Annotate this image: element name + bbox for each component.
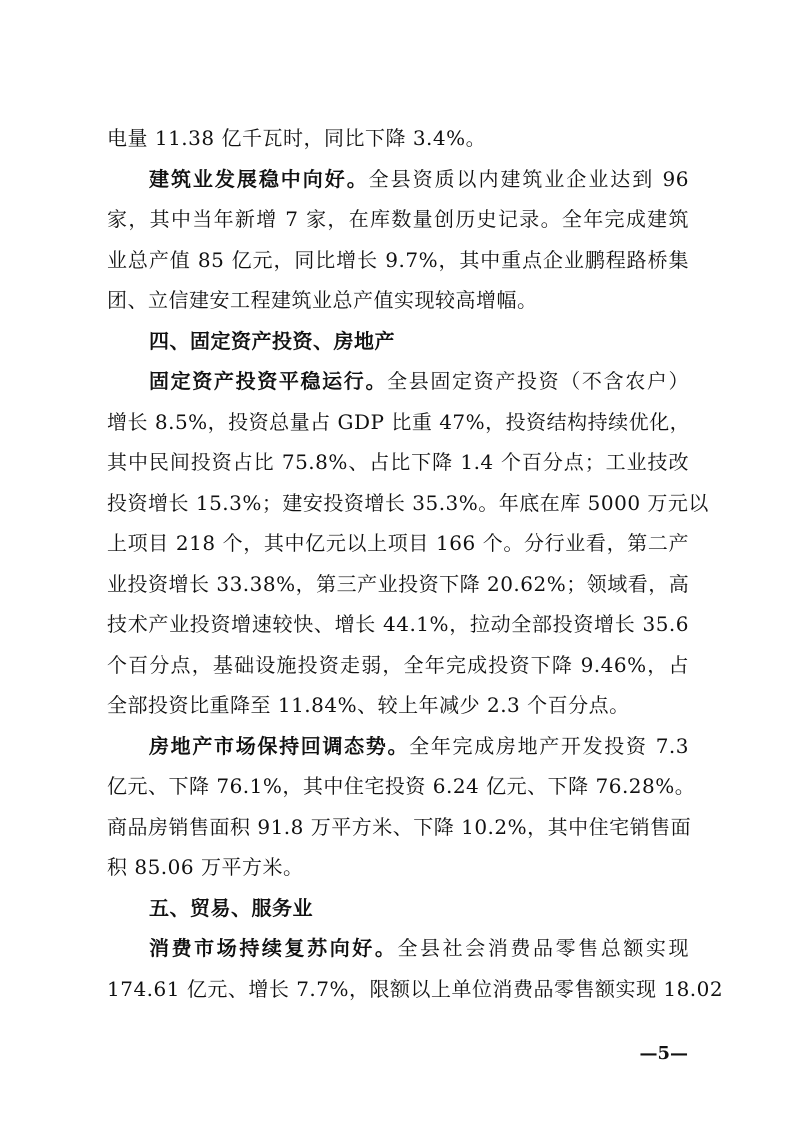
text-line: 电量 11.38 亿千瓦时，同比下降 3.4%。 — [107, 126, 487, 150]
paragraph-lead: 消费市场持续复苏向好。 — [149, 936, 398, 960]
section-heading: 五、贸易、服务业 — [149, 895, 313, 920]
page-number: —5— — [639, 1043, 688, 1064]
paragraph-start-line: 消费市场持续复苏向好。全县社会消费品零售总额实现 — [149, 936, 690, 960]
paragraph-start-line: 固定资产投资平稳运行。全县固定资产投资（不含农户） — [149, 369, 690, 393]
text-line: 积 85.06 万平方米。 — [107, 855, 304, 879]
text-line: 技术产业投资增速较快、增长 44.1%，拉动全部投资增长 35.6 — [107, 612, 689, 636]
text-line: 个百分点，基础设施投资走弱，全年完成投资下降 9.46%，占 — [107, 652, 689, 677]
text-line: 家，其中当年新增 7 家，在库数量创历史记录。全年完成建筑 — [107, 207, 689, 231]
text-line: 其中民间投资占比 75.8%、占比下降 1.4 个百分点；工业技改 — [107, 450, 689, 474]
section-heading: 四、固定资产投资、房地产 — [149, 328, 395, 353]
paragraph-start-line: 建筑业发展稳中向好。全县资质以内建筑业企业达到 96 — [149, 166, 690, 191]
text-line: 174.61 亿元、增长 7.7%，限额以上单位消费品零售额实现 18.02 — [107, 976, 724, 1001]
text-line: 增长 8.5%，投资总量占 GDP 比重 47%，投资结构持续优化， — [107, 409, 691, 434]
text-line: 投资增长 15.3%；建安投资增长 35.3%。年底在库 5000 万元以 — [107, 490, 709, 515]
paragraph-start-line: 房地产市场保持回调态势。全年完成房地产开发投资 7.3 — [149, 733, 689, 758]
paragraph-lead: 房地产市场保持回调态势。 — [149, 733, 410, 758]
text-line: 商品房销售面积 91.8 万平方米、下降 10.2%，其中住宅销售面 — [107, 814, 692, 839]
paragraph-lead: 建筑业发展稳中向好。 — [149, 166, 369, 191]
document-body — [107, 118, 724, 1009]
text-line: 亿元、下降 76.1%，其中住宅投资 6.24 亿元、下降 76.28%。 — [107, 774, 696, 798]
text-line: 团、立信建安工程建筑业总产值实现较高增幅。 — [107, 288, 538, 312]
text-line: 业投资增长 33.38%，第三产业投资下降 20.62%；领域看，高 — [107, 571, 690, 596]
text-line: 全部投资比重降至 11.84%、较上年减少 2.3 个百分点。 — [107, 693, 630, 717]
paragraph-lead: 固定资产投资平稳运行。 — [149, 369, 388, 393]
text-line: 上项目 218 个，其中亿元以上项目 166 个。分行业看，第二产 — [107, 531, 689, 555]
text-line: 业总产值 85 亿元，同比增长 9.7%，其中重点企业鹏程路桥集 — [107, 247, 689, 272]
